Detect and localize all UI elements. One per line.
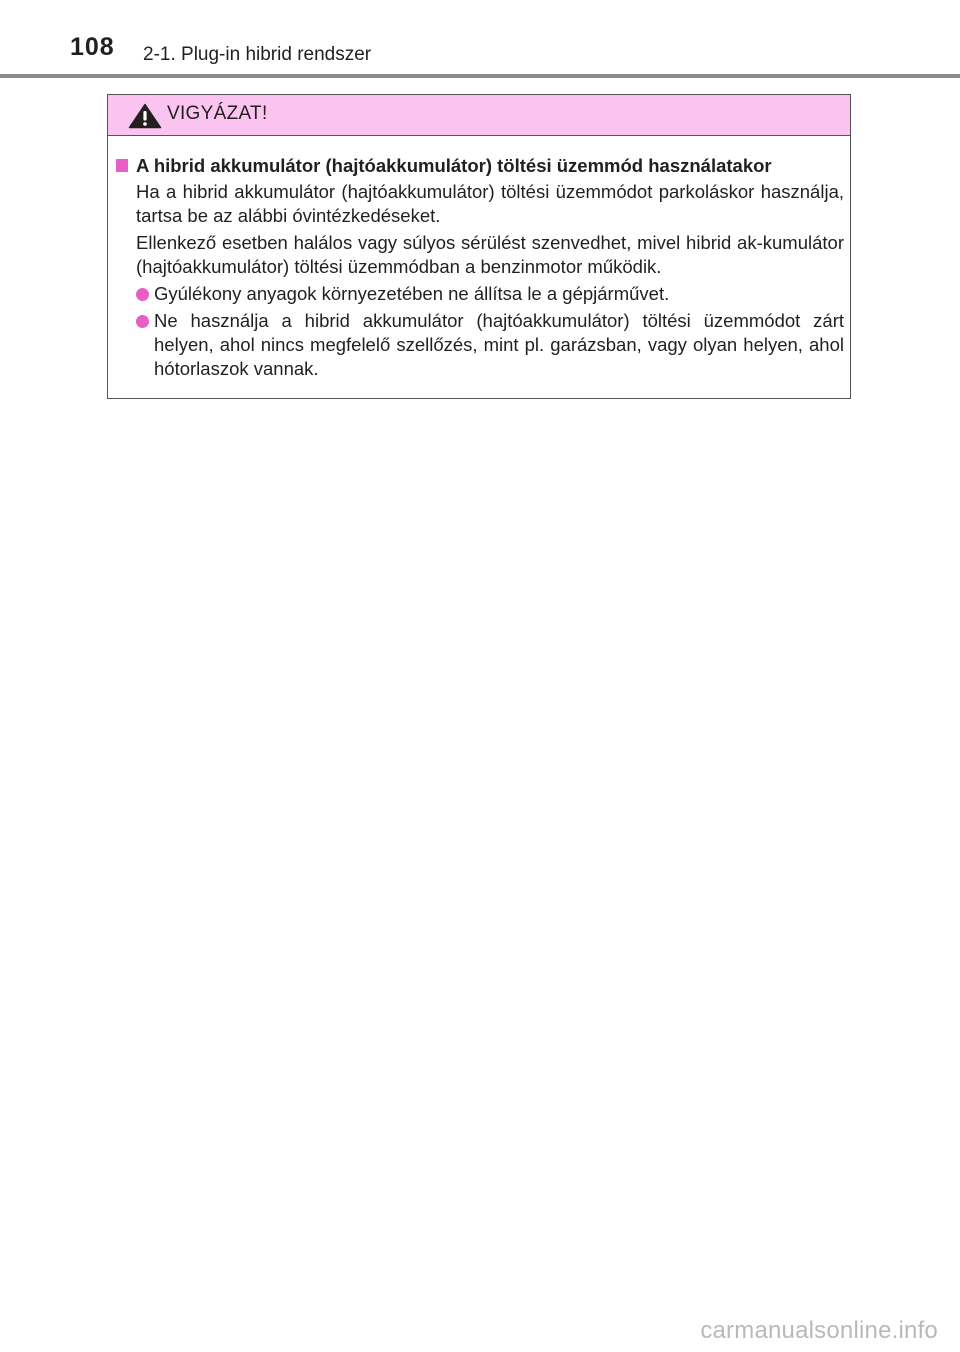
warning-bullet-text: Ne használja a hibrid akkumulátor (hajtóakkumulátor) töltési üzemmódot zárt helyen, ahol nincs megfelelő szellőzés, mint pl. garázsban, vagy olyan helyen, ahol hótorlaszok vannak. — [154, 310, 844, 379]
warning-paragraph: Ellenkező esetben halálos vagy súlyos sérülést szenvedhet, mivel hibrid ak-kumulátor (hajtóakkumulátor) töltési üzemmódban a benzinmotor működik. — [136, 232, 844, 277]
warning-triangle-icon — [128, 103, 162, 129]
warning-header — [108, 95, 850, 136]
warning-bullet-text: Gyúlékony anyagok környezetében ne állítsa le a gépjárművet. — [154, 283, 670, 304]
warning-box — [107, 94, 851, 399]
warning-bullet-item — [136, 282, 844, 306]
page-number: 108 — [70, 33, 115, 61]
circle-bullet-icon — [136, 288, 149, 301]
warning-body — [114, 154, 844, 381]
warning-topic — [114, 154, 844, 178]
square-bullet-icon — [116, 159, 128, 172]
warning-topic-text: A hibrid akkumulátor (hajtóakkumulátor) töltési üzemmód használatakor — [136, 155, 772, 176]
warning-paragraph: Ha a hibrid akkumulátor (hajtóakkumulátor) töltési üzemmódot parkoláskor használja, tartsa be az alábbi óvintézkedéseket. — [136, 181, 844, 226]
section-title: 2-1. Plug-in hibrid rendszer — [143, 44, 372, 65]
header-divider — [0, 74, 960, 78]
page-header — [0, 0, 960, 80]
watermark: carmanualsonline.info — [700, 1317, 938, 1344]
warning-bullet-item — [136, 309, 844, 381]
circle-bullet-icon — [136, 315, 149, 328]
warning-title: VIGYÁZAT! — [167, 103, 268, 124]
